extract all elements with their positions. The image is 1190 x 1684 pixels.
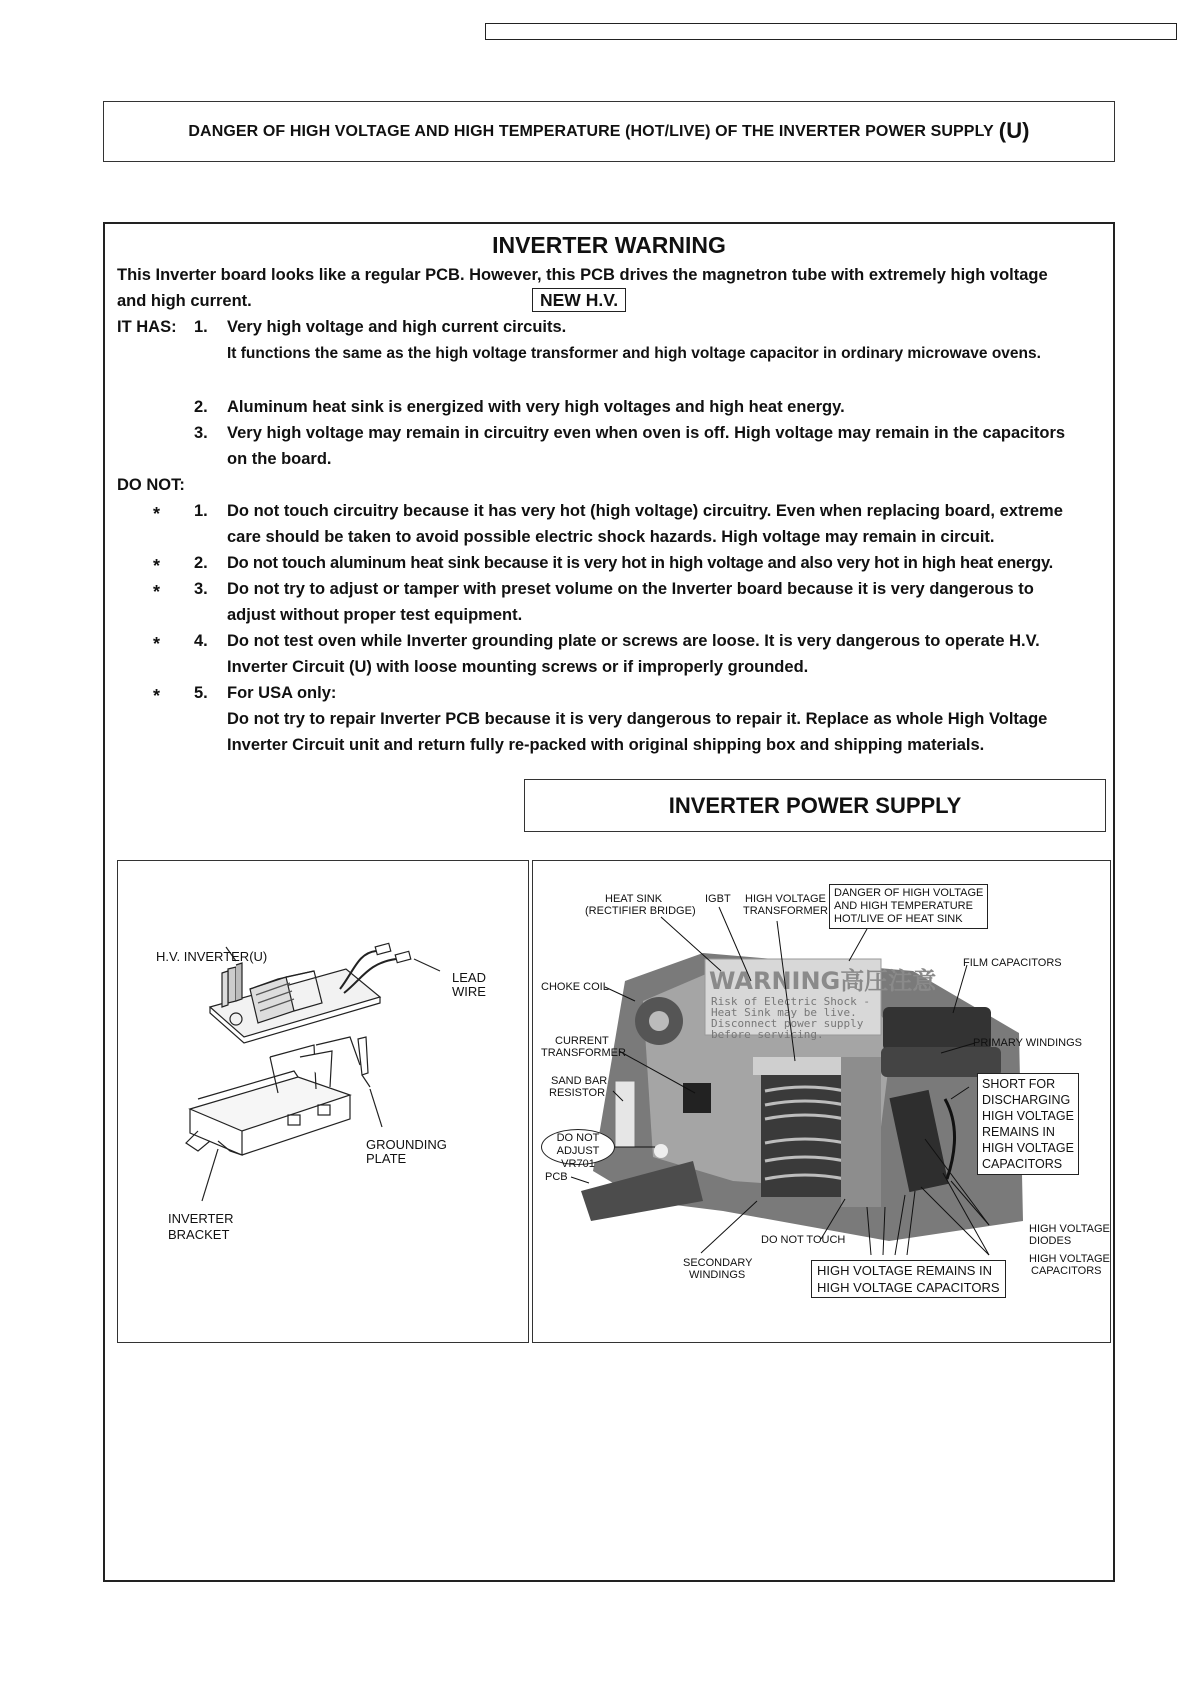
board-warning-text-3: Heat Sink may be live. [711, 1006, 857, 1019]
do-not-5-line-1: For USA only: [227, 684, 337, 702]
do-not-adjust-line-2: ADJUST VR701 [556, 1145, 600, 1170]
current-transformer-label-2: TRANSFORMER [541, 1047, 626, 1059]
grounding-plate-label-1: GROUNDING [366, 1137, 447, 1152]
do-not-adjust-line-1: DO NOT [556, 1132, 600, 1144]
primary-windings-label: PRIMARY WINDINGS [973, 1037, 1082, 1049]
short-box-line-1: SHORT FOR [982, 1077, 1056, 1091]
do-not-5-line-3: Inverter Circuit unit and return fully re-packed with original shipping box and shipping materials. [227, 736, 985, 754]
page-header-box [485, 23, 1177, 40]
choke-coil-label: CHOKE COIL [541, 981, 609, 993]
short-box-line-6: CAPACITORS [982, 1157, 1063, 1171]
hv-remains-line-1: HIGH VOLTAGE REMAINS IN [817, 1263, 993, 1278]
hv-remains-box [811, 1260, 1006, 1298]
do-not-4-line-2: Inverter Circuit (U) with loose mounting screws or if improperly grounded. [227, 658, 809, 676]
hv-transformer-label-2: TRANSFORMER [743, 905, 828, 917]
do-not-3-line-1: Do not try to adjust or tamper with preset volume on the Inverter board because it is very dangerous to [227, 580, 1034, 598]
danger-heat-sink-line-1: DANGER OF HIGH VOLTAGE [834, 887, 984, 899]
heat-sink-label-1: HEAT SINK [605, 893, 663, 905]
it-has-num-2: 2. [194, 398, 208, 416]
do-not-1-line-2: care should be taken to avoid possible electric shock hazards. High voltage may remain in circuit. [227, 528, 995, 546]
current-transformer-label-1: CURRENT [555, 1035, 609, 1047]
danger-heat-sink-line-2: AND HIGH TEMPERATURE [834, 900, 973, 912]
hv-diodes-label-1: HIGH VOLTAGE [1029, 1223, 1110, 1235]
board-warning-text-2: Risk of Electric Shock - [711, 995, 870, 1008]
short-box-line-2: DISCHARGING [982, 1093, 1071, 1107]
board-warning-text-1: WARNING高圧注意 [709, 967, 937, 995]
do-not-star-2: * [153, 556, 161, 576]
short-box-line-4: REMAINS IN [982, 1125, 1055, 1139]
do-not-adjust-oval [541, 1129, 615, 1170]
hv-capacitors-label-1: HIGH VOLTAGE [1029, 1253, 1110, 1265]
danger-heat-sink-box [829, 884, 988, 929]
inverter-bracket-label-1: INVERTER [168, 1211, 234, 1226]
board-warning-text-5: before servicing. [711, 1028, 824, 1041]
it-has-num-3: 3. [194, 424, 208, 442]
hv-capacitors-label-2: CAPACITORS [1031, 1265, 1102, 1277]
do-not-star-1: * [153, 504, 161, 524]
do-not-4-line-1: Do not test oven while Inverter grounding plate or screws are loose. It is very dangerous to operate H.V. [227, 632, 1040, 650]
do-not-star-5: * [153, 686, 161, 706]
new-hv-badge: NEW H.V. [532, 288, 626, 312]
hv-diodes-label-2: DIODES [1029, 1235, 1072, 1247]
inverter-bracket-label-2: BRACKET [168, 1227, 230, 1242]
inverter-assembly-drawing [118, 861, 530, 1344]
inverter-pcb-photo-figure [532, 860, 1111, 1343]
do-not-3-line-2: adjust without proper test equipment. [227, 606, 523, 624]
it-has-1-line-1: Very high voltage and high current circuits. [227, 318, 567, 336]
do-not-5-line-2: Do not try to repair Inverter PCB because it is very dangerous to repair it. Replace as whole High Voltage [227, 710, 1048, 728]
sand-bar-label-1: SAND BAR [551, 1075, 608, 1087]
do-not-num-2: 2. [194, 554, 208, 572]
short-discharge-box [977, 1073, 1079, 1175]
it-has-label: IT HAS: [117, 318, 177, 336]
intro-line-2: and high current. [117, 292, 252, 310]
igbt-label: IGBT [705, 893, 731, 905]
it-has-3-line-2: on the board. [227, 450, 332, 468]
lead-wire-label-2: WIRE [452, 984, 486, 999]
danger-heat-sink-line-3: HOT/LIVE OF HEAT SINK [834, 913, 963, 925]
danger-text: DANGER OF HIGH VOLTAGE AND HIGH TEMPERATURE (HOT/LIVE) OF THE INVERTER POWER SUPPLY [188, 122, 994, 140]
heat-sink-label-2: (RECTIFIER BRIDGE) [585, 905, 696, 917]
it-has-3-line-1: Very high voltage may remain in circuitry even when oven is off. High voltage may remain in the capacitors [227, 424, 1066, 442]
film-capacitors-label: FILM CAPACITORS [963, 957, 1062, 969]
do-not-num-5: 5. [194, 684, 208, 702]
it-has-2-line-1: Aluminum heat sink is energized with very high voltages and high heat energy. [227, 398, 845, 416]
do-not-star-4: * [153, 634, 161, 654]
hv-inverter-label: H.V. INVERTER(U) [156, 949, 268, 964]
do-not-touch-label: DO NOT TOUCH [761, 1234, 846, 1246]
do-not-1-line-1: Do not touch circuitry because it has very hot (high voltage) circuitry. Even when replacing board, extreme [227, 502, 1063, 520]
short-box-line-5: HIGH VOLTAGE [982, 1141, 1074, 1155]
do-not-2-line-1: Do not touch aluminum heat sink because it is very hot in high voltage and also very hot in high heat energy. [227, 554, 1054, 572]
secondary-windings-label-2: WINDINGS [689, 1269, 746, 1281]
pcb-label: PCB [545, 1171, 568, 1183]
short-box-line-3: HIGH VOLTAGE [982, 1109, 1074, 1123]
secondary-windings-label-1: SECONDARY [683, 1257, 753, 1269]
do-not-star-3: * [153, 582, 161, 602]
it-has-1-line-2: It functions the same as the high voltage transformer and high voltage capacitor in ordinary microwave ovens. [227, 345, 1041, 362]
do-not-num-1: 1. [194, 502, 208, 520]
grounding-plate-label-2: PLATE [366, 1151, 407, 1166]
danger-unit: (U) [998, 117, 1030, 143]
hv-remains-line-2: HIGH VOLTAGE CAPACITORS [817, 1280, 1000, 1295]
it-has-num-1: 1. [194, 318, 208, 336]
do-not-num-4: 4. [194, 632, 208, 650]
danger-banner [103, 101, 1115, 162]
do-not-num-3: 3. [194, 580, 208, 598]
inverter-warning-panel [103, 222, 1115, 1582]
warning-title: INVERTER WARNING [492, 232, 726, 258]
intro-line-1: This Inverter board looks like a regular PCB. However, this PCB drives the magnetron tube with extremely high voltage [117, 266, 1048, 284]
hv-transformer-label-1: HIGH VOLTAGE [745, 893, 826, 905]
power-supply-title: INVERTER POWER SUPPLY [524, 779, 1106, 832]
inverter-assembly-figure [117, 860, 529, 1343]
board-warning-text-4: Disconnect power supply [711, 1017, 864, 1030]
do-not-label: DO NOT: [117, 476, 185, 494]
sand-bar-label-2: RESISTOR [549, 1087, 606, 1099]
lead-wire-label-1: LEAD [452, 970, 486, 985]
